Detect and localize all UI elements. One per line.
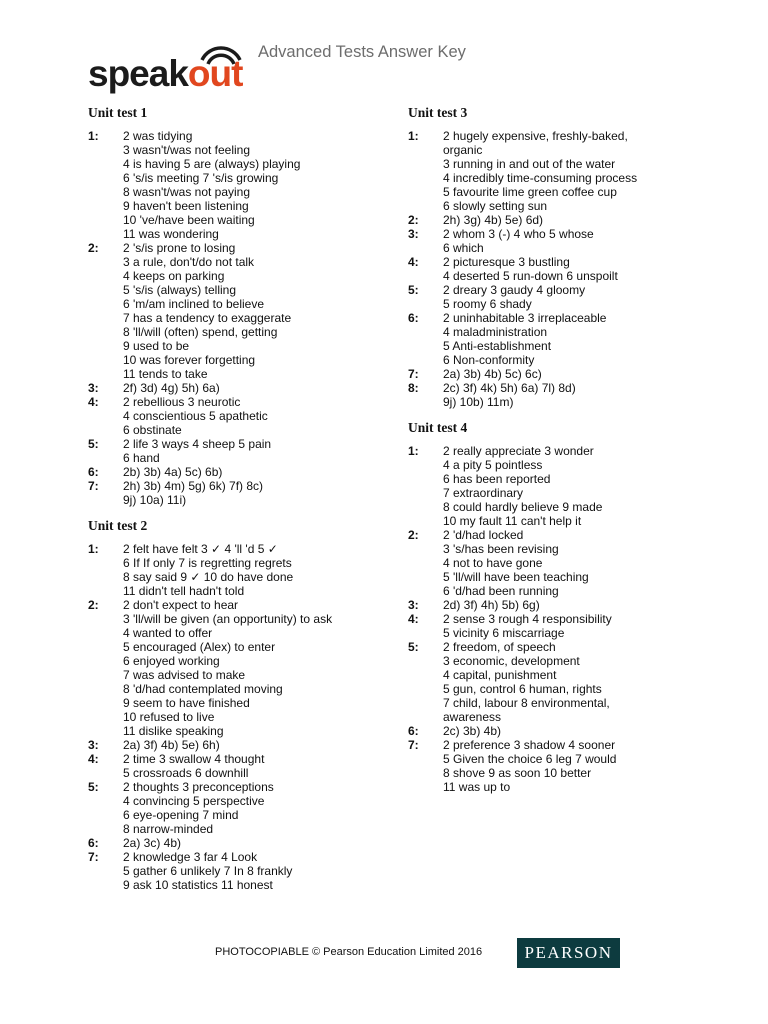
- answer-line: 6 If If only 7 is regretting regrets: [123, 556, 292, 570]
- answer-lines: [443, 283, 698, 311]
- answer-line: 2 hugely expensive, freshly-baked,: [443, 129, 628, 143]
- answer-line: 2 picturesque 3 bustling: [443, 255, 570, 269]
- answer-line: 5 favourite lime green coffee cup: [443, 185, 617, 199]
- answer-line: 5 'll/will have been teaching: [443, 570, 589, 584]
- question-number: 8:: [408, 381, 419, 395]
- right-column: [408, 104, 698, 804]
- question-number: 2:: [88, 241, 99, 255]
- question-block: [408, 227, 698, 255]
- answer-line: organic: [443, 143, 483, 157]
- question-number: 5:: [88, 437, 99, 451]
- question-block: [88, 780, 378, 836]
- answer-line: 6 'm/am inclined to believe: [123, 297, 265, 311]
- answer-line: 9 haven't been listening: [123, 199, 249, 213]
- question-block: [408, 598, 698, 612]
- logo-wordmark: [88, 54, 242, 94]
- question-number: 2:: [408, 213, 419, 227]
- question-block: [408, 640, 698, 724]
- answer-line: 5 Given the choice 6 leg 7 would: [443, 752, 617, 766]
- answer-lines: [123, 465, 378, 479]
- answer-lines: [123, 850, 378, 892]
- answer-lines: [123, 241, 378, 381]
- question-block: [88, 738, 378, 752]
- answer-line: 2 sense 3 rough 4 responsibility: [443, 612, 612, 626]
- answer-line: 6 enjoyed working: [123, 654, 220, 668]
- answer-line: 4 keeps on parking: [123, 269, 225, 283]
- answer-line: 2a) 3b) 4b) 5c) 6c): [443, 367, 542, 381]
- answer-line: 4 maladministration: [443, 325, 548, 339]
- answer-line: 4 not to have gone: [443, 556, 543, 570]
- answer-lines: [123, 395, 378, 437]
- question-number: 6:: [88, 836, 99, 850]
- document-title: Advanced Tests Answer Key: [258, 43, 466, 61]
- answer-lines: [443, 213, 698, 227]
- answer-line: 2c) 3b) 4b): [443, 724, 502, 738]
- unit-title: Unit test 2: [88, 518, 148, 533]
- answer-line: 2 time 3 swallow 4 thought: [123, 752, 265, 766]
- question-block: [408, 444, 698, 528]
- answer-line: 10 refused to live: [123, 710, 215, 724]
- question-number: 3:: [408, 227, 419, 241]
- unit-title: Unit test 1: [88, 105, 148, 120]
- answer-line: 9 seem to have finished: [123, 696, 250, 710]
- answer-lines: [123, 542, 378, 598]
- question-block: [408, 283, 698, 311]
- answer-line: 6 Non-conformity: [443, 353, 535, 367]
- answer-line: 6 's/is meeting 7 's/is growing: [123, 171, 279, 185]
- answer-line: 2a) 3c) 4b): [123, 836, 182, 850]
- question-block: [408, 255, 698, 283]
- question-number: 1:: [408, 444, 419, 458]
- answer-line: 9 ask 10 statistics 11 honest: [123, 878, 273, 892]
- answer-line: 8 could hardly believe 9 made: [443, 500, 603, 514]
- answer-lines: [123, 836, 378, 850]
- question-block: [88, 836, 378, 850]
- answer-line: 3 a rule, don't/do not talk: [123, 255, 255, 269]
- answer-line: 8 'd/had contemplated moving: [123, 682, 283, 696]
- answer-line: 5 gather 6 unlikely 7 In 8 frankly: [123, 864, 293, 878]
- answer-line: 8 'll/will (often) spend, getting: [123, 325, 278, 339]
- answer-line: 2 don't expect to hear: [123, 598, 239, 612]
- unit-section: [408, 419, 698, 794]
- answer-line: 4 incredibly time-consuming process: [443, 171, 638, 185]
- question-block: [88, 381, 378, 395]
- answer-line: 2 'd/had locked: [443, 528, 524, 542]
- question-block: [408, 381, 698, 409]
- answer-line: 2 was tidying: [123, 129, 193, 143]
- question-block: [408, 724, 698, 738]
- question-number: 4:: [88, 395, 99, 409]
- answer-line: 10 my fault 11 can't help it: [443, 514, 582, 528]
- speakout-logo: [88, 44, 258, 96]
- question-number: 7:: [408, 738, 419, 752]
- answer-line: 7 child, labour 8 environmental,: [443, 696, 610, 710]
- answer-line: 11 dislike speaking: [123, 724, 224, 738]
- answer-line: 2 preference 3 shadow 4 sooner: [443, 738, 616, 752]
- answer-line: 8 narrow-minded: [123, 822, 214, 836]
- unit-section: [88, 517, 378, 892]
- answer-line: 11 was up to: [443, 780, 511, 794]
- answer-line: awareness: [443, 710, 502, 724]
- answer-lines: [123, 129, 378, 241]
- answer-line: 9j) 10b) 11m): [443, 395, 514, 409]
- answer-line: 2 's/is prone to losing: [123, 241, 236, 255]
- answer-line: 2 felt have felt 3 ✓ 4 'll 'd 5 ✓: [123, 542, 278, 556]
- unit-title: Unit test 4: [408, 420, 468, 435]
- answer-line: 4 is having 5 are (always) playing: [123, 157, 301, 171]
- answer-line: 6 obstinate: [123, 423, 182, 437]
- question-block: [408, 311, 698, 367]
- answer-line: 9 used to be: [123, 339, 190, 353]
- answer-line: 6 'd/had been running: [443, 584, 559, 598]
- answer-line: 2 dreary 3 gaudy 4 gloomy: [443, 283, 586, 297]
- answer-line: 6 slowly setting sun: [443, 199, 548, 213]
- answer-line: 2 thoughts 3 preconceptions: [123, 780, 274, 794]
- answer-line: 2f) 3d) 4g) 5h) 6a): [123, 381, 220, 395]
- logo-speak: speak: [88, 53, 188, 94]
- answer-line: 8 say said 9 ✓ 10 do have done: [123, 570, 294, 584]
- question-number: 3:: [88, 381, 99, 395]
- question-number: 7:: [88, 850, 99, 864]
- question-number: 5:: [408, 640, 419, 654]
- answer-lines: [123, 752, 378, 780]
- pearson-logo: PEARSON: [517, 938, 620, 968]
- answer-line: 5 vicinity 6 miscarriage: [443, 626, 565, 640]
- answer-line: 5 roomy 6 shady: [443, 297, 532, 311]
- answer-line: 6 has been reported: [443, 472, 551, 486]
- answer-lines: [123, 598, 378, 738]
- answer-line: 3 's/has been revising: [443, 542, 559, 556]
- question-block: [88, 542, 378, 598]
- question-number: 6:: [408, 311, 419, 325]
- answer-lines: [443, 444, 698, 528]
- answer-line: 8 shove 9 as soon 10 better: [443, 766, 592, 780]
- answer-line: 10 've/have been waiting: [123, 213, 255, 227]
- answer-line: 11 tends to take: [123, 367, 208, 381]
- question-block: [408, 129, 698, 213]
- answer-line: 11 didn't tell hadn't told: [123, 584, 245, 598]
- answer-line: 2 really appreciate 3 wonder: [443, 444, 594, 458]
- answer-line: 5 crossroads 6 downhill: [123, 766, 249, 780]
- answer-line: 7 was advised to make: [123, 668, 246, 682]
- question-number: 1:: [408, 129, 419, 143]
- answer-line: 3 'll/will be given (an opportunity) to ask: [123, 612, 333, 626]
- question-block: [408, 367, 698, 381]
- answer-lines: [443, 640, 698, 724]
- answer-lines: [443, 528, 698, 598]
- question-block: [88, 437, 378, 465]
- unit-title: Unit test 3: [408, 105, 468, 120]
- question-block: [408, 612, 698, 640]
- answer-line: 5 gun, control 6 human, rights: [443, 682, 602, 696]
- question-block: [408, 213, 698, 227]
- answer-line: 7 has a tendency to exaggerate: [123, 311, 292, 325]
- answer-line: 7 extraordinary: [443, 486, 524, 500]
- answer-line: 2 whom 3 (-) 4 who 5 whose: [443, 227, 594, 241]
- answer-line: 2b) 3b) 4a) 5c) 6b): [123, 465, 223, 479]
- answer-line: 2h) 3b) 4m) 5g) 6k) 7f) 8c): [123, 479, 264, 493]
- logo-out: out: [187, 53, 243, 94]
- question-block: [88, 241, 378, 381]
- answer-lines: [123, 437, 378, 465]
- question-number: 7:: [408, 367, 419, 381]
- answer-lines: [123, 738, 378, 752]
- unit-section: [408, 104, 698, 409]
- answer-line: 5 Anti-establishment: [443, 339, 552, 353]
- answer-line: 6 hand: [123, 451, 160, 465]
- left-column: [88, 104, 378, 902]
- answer-line: 2h) 3g) 4b) 5e) 6d): [443, 213, 544, 227]
- question-number: 4:: [408, 255, 419, 269]
- answer-line: 5 encouraged (Alex) to enter: [123, 640, 276, 654]
- answer-lines: [443, 612, 698, 640]
- answer-lines: [443, 367, 698, 381]
- answer-lines: [443, 255, 698, 283]
- answer-line: 8 wasn't/was not paying: [123, 185, 251, 199]
- answer-lines: [443, 381, 698, 409]
- question-block: [88, 598, 378, 738]
- answer-line: 4 convincing 5 perspective: [123, 794, 265, 808]
- question-number: 3:: [408, 598, 419, 612]
- question-block: [88, 479, 378, 507]
- answer-line: 2 freedom, of speech: [443, 640, 556, 654]
- answer-lines: [443, 129, 698, 213]
- answer-line: 3 wasn't/was not feeling: [123, 143, 251, 157]
- answer-line: 2 knowledge 3 far 4 Look: [123, 850, 258, 864]
- answer-lines: [443, 598, 698, 612]
- answer-line: 6 which: [443, 241, 484, 255]
- answer-line: 9j) 10a) 11i): [123, 493, 187, 507]
- question-number: 5:: [408, 283, 419, 297]
- question-block: [408, 738, 698, 794]
- answer-line: 2d) 3f) 4h) 5b) 6g): [443, 598, 540, 612]
- copyright-notice: PHOTOCOPIABLE © Pearson Education Limited 2016: [215, 946, 483, 958]
- question-number: 1:: [88, 542, 99, 556]
- answer-line: 3 economic, development: [443, 654, 580, 668]
- unit-section: [88, 104, 378, 507]
- question-number: 2:: [408, 528, 419, 542]
- answer-lines: [443, 227, 698, 255]
- question-block: [88, 850, 378, 892]
- answer-line: 2 uninhabitable 3 irreplaceable: [443, 311, 607, 325]
- answer-lines: [443, 724, 698, 738]
- answer-line: 4 capital, punishment: [443, 668, 557, 682]
- answer-line: 2 rebellious 3 neurotic: [123, 395, 241, 409]
- answer-line: 5 's/is (always) telling: [123, 283, 236, 297]
- question-number: 4:: [88, 752, 99, 766]
- question-number: 3:: [88, 738, 99, 752]
- question-block: [88, 752, 378, 780]
- answer-line: 4 conscientious 5 apathetic: [123, 409, 268, 423]
- answer-lines: [443, 311, 698, 367]
- answer-line: 6 eye-opening 7 mind: [123, 808, 239, 822]
- answer-line: 3 running in and out of the water: [443, 157, 616, 171]
- question-block: [88, 129, 378, 241]
- answer-line: 2 life 3 ways 4 sheep 5 pain: [123, 437, 272, 451]
- answer-line: 2c) 3f) 4k) 5h) 6a) 7l) 8d): [443, 381, 576, 395]
- answer-line: 2a) 3f) 4b) 5e) 6h): [123, 738, 220, 752]
- answer-lines: [123, 780, 378, 836]
- question-block: [88, 395, 378, 437]
- answer-line: 4 wanted to offer: [123, 626, 213, 640]
- question-number: 2:: [88, 598, 99, 612]
- answer-line: 4 a pity 5 pointless: [443, 458, 543, 472]
- question-number: 5:: [88, 780, 99, 794]
- answer-lines: [443, 738, 698, 794]
- answer-lines: [123, 381, 378, 395]
- question-number: 1:: [88, 129, 99, 143]
- question-block: [88, 465, 378, 479]
- answer-line: 10 was forever forgetting: [123, 353, 256, 367]
- question-number: 4:: [408, 612, 419, 626]
- question-block: [408, 528, 698, 598]
- question-number: 6:: [88, 465, 99, 479]
- answer-line: 4 deserted 5 run-down 6 unspoilt: [443, 269, 618, 283]
- answer-lines: [123, 479, 378, 507]
- answer-line: 11 was wondering: [123, 227, 219, 241]
- question-number: 7:: [88, 479, 99, 493]
- question-number: 6:: [408, 724, 419, 738]
